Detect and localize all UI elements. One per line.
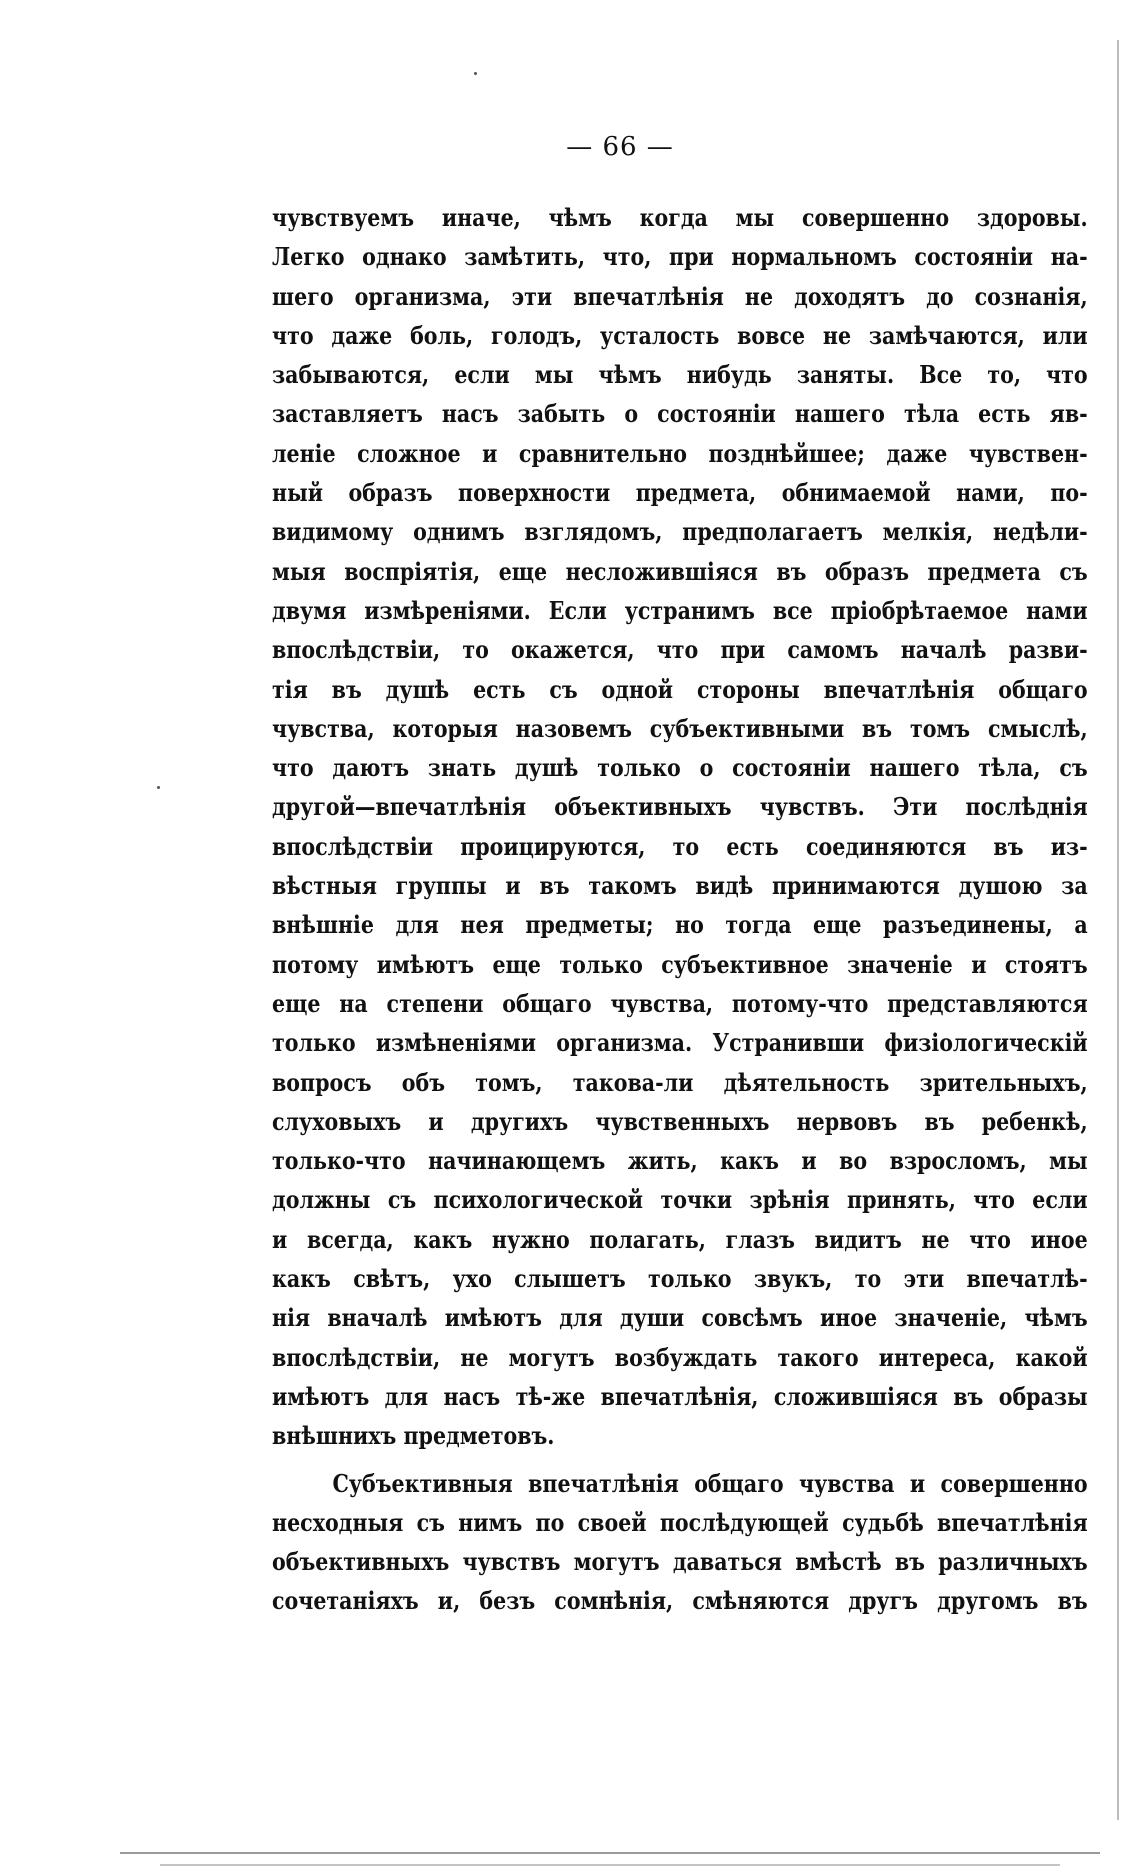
text-line: двумя измѣренiями. Если устранимъ все прiобрѣтаемое нами — [272, 595, 1088, 625]
text-line: тiя въ душѣ есть съ одной стороны впечатлѣнiя общаго — [272, 674, 1088, 704]
text-line: только-что начинающемъ жить, какъ и во взросломъ, мы — [272, 1146, 1088, 1176]
text-line: только измѣненiями организма. Устранивши физiологическiй — [272, 1028, 1088, 1058]
text-line: чувствуемъ иначе, чѣмъ когда мы совершенно здоровы. — [272, 203, 1088, 232]
text-line: Легко однако замѣтить, что, при нормальномъ состоянiи на- — [272, 242, 1088, 272]
text-line: несходныя съ нимъ по своей послѣдующей судьбѣ впечатлѣнiя — [272, 1507, 1088, 1537]
text-line: объективныхъ чувствъ могутъ даваться вмѣстѣ въ различныхъ — [272, 1547, 1088, 1577]
text-line: Субъективныя впечатлѣнiя общаго чувства и совершенно — [332, 1468, 1088, 1498]
text-line: нiя вначалѣ имѣютъ для души совсѣмъ иное значенiе, чѣмъ — [272, 1303, 1088, 1333]
text-line: вопросъ объ томъ, такова-ли дѣятельность зрительныхъ, — [272, 1067, 1088, 1097]
text-line: имѣютъ для насъ тѣ-же впечатлѣнiя, сложившiяся въ образы — [272, 1381, 1088, 1411]
text-line: что даютъ знать душѣ только о состоянiи нашего тѣла, съ — [272, 753, 1088, 783]
text-line: внѣшнихъ предметовъ. — [272, 1421, 555, 1451]
text-line: впослѣдствiи, то окажется, что при самомъ началѣ разви- — [272, 635, 1088, 665]
text-line: шего организма, эти впечатлѣнiя не доходятъ до сознанiя, — [272, 281, 1088, 311]
text-line: мыя воспрiятiя, еще несложившiяся въ образъ предмета съ — [272, 556, 1088, 586]
text-line: ленiе сложное и сравнительно позднѣйшее; даже чувствен- — [272, 438, 1088, 468]
text-line: впослѣдствiи проицируются, то есть соединяются въ из- — [272, 831, 1088, 861]
body-text — [272, 198, 1088, 1621]
paragraph-gap — [272, 1456, 1088, 1464]
text-line: должны съ психологической точки зрѣнiя принять, что если — [272, 1185, 1088, 1215]
speck — [157, 786, 160, 789]
text-line: слуховыхъ и другихъ чувственныхъ нервовъ въ ребенкѣ, — [272, 1106, 1088, 1136]
bottom-scan-rule — [160, 1864, 1060, 1866]
paragraph — [272, 198, 1088, 1456]
page-number: — 66 — — [566, 132, 674, 162]
text-line: что даже боль, голодъ, усталость вовсе не замѣчаются, или — [272, 320, 1088, 350]
text-line: еще на степени общаго чувства, потому-что представляются — [272, 988, 1088, 1018]
paragraph — [272, 1464, 1088, 1621]
text-line: потому имѣютъ еще только субъективное значенiе и стоятъ — [272, 949, 1088, 979]
speck — [474, 72, 477, 75]
text-line: другой—впечатлѣнiя объективныхъ чувствъ. Эти послѣднiя — [272, 792, 1088, 822]
text-line: чувства, которыя назовемъ субъективными въ томъ смыслѣ, — [272, 713, 1088, 743]
text-line: и всегда, какъ нужно полагать, глазъ видитъ не что иное — [272, 1224, 1088, 1254]
text-line: забываются, если мы чѣмъ нибудь заняты. Все то, что — [272, 360, 1088, 390]
text-line: внѣшнiе для нея предметы; но тогда еще разъединены, а — [272, 910, 1088, 940]
text-line: сочетанiяхъ и, безъ сомнѣнiя, смѣняются другъ другомъ въ — [272, 1586, 1088, 1616]
text-line: ный образъ поверхности предмета, обнимаемой нами, по- — [272, 478, 1088, 508]
text-line: видимому однимъ взглядомъ, предполагаетъ мелкiя, недѣли- — [272, 517, 1088, 547]
text-line: заставляетъ насъ забыть о состоянiи нашего тѣла есть яв- — [272, 399, 1088, 429]
text-line: вѣстныя группы и въ такомъ видѣ принимаются душою за — [272, 871, 1088, 901]
page-edge-rule — [1117, 40, 1119, 1820]
text-line: какъ свѣтъ, ухо слышетъ только звукъ, то эти впечатлѣ- — [272, 1264, 1088, 1294]
text-line: впослѣдствiи, не могутъ возбуждать такого интереса, какой — [272, 1342, 1088, 1372]
bottom-scan-rule — [120, 1852, 1100, 1854]
